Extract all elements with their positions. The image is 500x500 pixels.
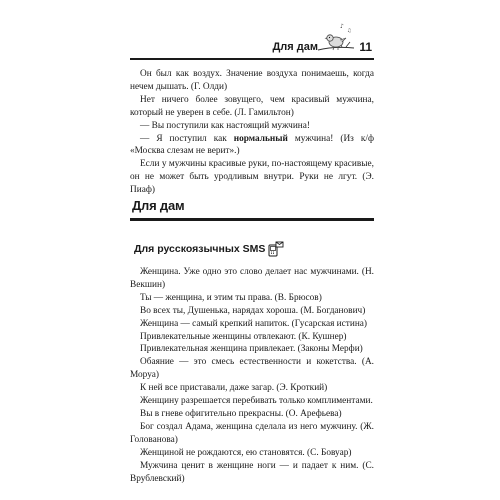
subsection-heading (134, 241, 284, 257)
quote-paragraph: Ты — женщина, и этим ты права. (В. Брюсов) (140, 292, 322, 303)
quote-paragraph: Вы в гневе офигительно прекрасны. (О. Арефьева) (140, 408, 342, 419)
quote-paragraph: К ней все приставали, даже загар. (Э. Кроткий) (140, 383, 328, 394)
section-title: Для дам (132, 198, 185, 213)
svg-text:♫: ♫ (347, 28, 352, 34)
sms-quotes (130, 266, 374, 485)
quote-paragraph: Нет ничего более зовущего, чем красивый мужчина, который не уверен в себе. (Л. Гамильтон) (130, 94, 374, 118)
quote-paragraph: Если у мужчины красивые руки, по-настоящему красивые, он не может быть уродливым внутри. Руки не лгут. (Э. Пиаф) (130, 159, 374, 196)
quote-paragraph: Он был как воздух. Значение воздуха понимаешь, когда нечем дышать. (Г. Олди) (130, 69, 374, 92)
svg-text:♪: ♪ (340, 23, 344, 30)
running-header (130, 23, 374, 60)
sms-phone-icon (268, 241, 284, 257)
header-title: Для дам (272, 41, 318, 53)
bird-on-branch-icon (316, 20, 356, 60)
quote-paragraph: Во всех ты, Душенька, нарядах хороша. (М. Богданович) (140, 305, 366, 316)
quote-paragraph: — Вы поступили как настоящий мужчина! (140, 120, 310, 131)
quote-paragraph: Привлекательная женщина привлекает. (Законы Мерфи) (140, 344, 363, 355)
quote-paragraph: Женщина — самый крепкий напиток. (Гусарская истина) (140, 318, 368, 329)
section-heading (130, 196, 374, 221)
quote-paragraph: Женщину разрешается перебивать только комплиментами. (140, 396, 373, 407)
quote-paragraph: Привлекательные женщины отвлекают. (К. Кушнер) (140, 331, 347, 342)
quote-paragraph: Бог создал Адама, женщина сделала из него мужчину. (Ж. Голованова) (130, 421, 374, 445)
quote-paragraph: Обаяние — это смесь естественности и кокетства. (А. Моруа) (130, 357, 374, 381)
quote-paragraph: Мужчина ценит в женщине ноги — и падает к ним. (С. Врублевский) (130, 460, 374, 484)
page-number: 11 (359, 40, 372, 54)
subsection-title: Для русскоязычных SMS (134, 242, 266, 255)
quote-paragraph: Женщина. Уже одно это слово делает нас мужчинами. (Н. Векшин) (130, 267, 374, 290)
top-quotes (130, 68, 374, 197)
quote-paragraph: — Я поступил как нормальный мужчина! (Из к/ф «Москва слезам не верит».) (130, 133, 374, 157)
quote-paragraph: Женщиной не рождаются, ею становятся. (С. Бовуар) (140, 447, 352, 458)
